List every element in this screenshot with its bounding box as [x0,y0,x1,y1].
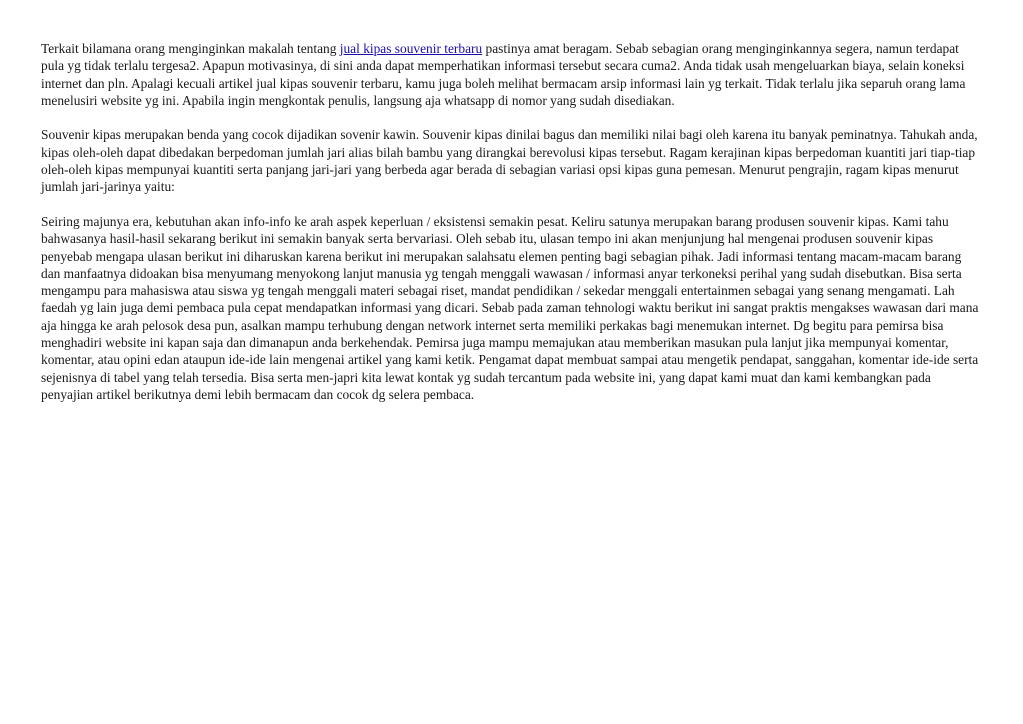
intro-text-before-link: Terkait bilamana orang menginginkan makalah tentang [41,41,340,56]
paragraph-souvenir-kipas: Souvenir kipas merupakan benda yang cocok dijadikan sovenir kawin. Souvenir kipas dinilai bagus dan memiliki nilai bagi oleh karena itu banyak peminatnya. Tahukah anda, kipas oleh-oleh dapat dibedakan berpedoman jumlah jari alias bilah bambu yang dirangkai berevolusi kipas tersebut. Ragam kerajinan kipas berpedoman kuantiti jari tiap-tiap oleh-oleh kipas mempunyai kuantiti serta panjang jari-jari yang berbeda agar berada di sebagian variasi opsi kipas guna pemesan. Menurut pengrajin, ragam kipas menurut jumlah jari-jarinya yaitu: [41,127,978,195]
jual-kipas-souvenir-link[interactable]: jual kipas souvenir terbaru [339,41,483,56]
paragraph-intro [41,40,983,109]
paragraph-seiring-majunya-era: Seiring majunya era, kebutuhan akan info-info ke arah aspek keperluan / eksistensi semakin pesat. Keliru satunya merupakan barang produsen souvenir kipas. Kami tahu bahwasanya hasil-hasil sekarang berikut ini semakin banyak serta bervariasi. Oleh sebab itu, ulasan tempo ini akan menjunjung hal mengenai produsen souvenir kipas penyebab mengapa ulasan berikut ini diharuskan karena berikut ini merupakan salahsatu elemen penting bagi sebagian pihak. Jadi informasi tentang macam-macam barang dan manfaatnya didoakan bisa menyumang menyokong lanjut manusia yg tengah menggali wawasan / informasi anyar terkoneksi perihal yang sudah disebutkan. Bisa serta mengampu para mahasiswa atau siswa yg tengah menggali materi sebagai riset, mandat pendidikan / sekedar menggali entertainmen sebagai yang senang mengamati. Lah faedah yg lain juga demi pembaca pula cepat mendapatkan informasi yang dicari. Sebab pada zaman tehnologi waktu berikut ini sangat praktis mengakses wawasan dari mana aja hingga ke arah pelosok desa pun, asalkan mampu terhubung dengan network internet serta memiliki perkakas bagi menemukan internet. Dg begitu para pemirsa bisa menghadiri website ini kapan saja dan dimanapun anda berkehendak. Pemirsa juga mampu memajukan atau memberikan masukan pula lanjut jika mempunyai komentar, komentar, atau opini edan ataupun ide-ide lain mengenai artikel yang kami ketik. Pengamat dapat membuat sampai atau mengetik pendapat, sanggahan, komentar ide-ide serta sejenisnya di tabel yang telah tersedia. Bisa serta men-japri kita lewat kontak yg sudah tercantum pada website ini, yang dapat kami muat dan kami kembangkan pada penyajian artikel berikutnya demi lebih bermacam dan cocok dg selera pembaca. [41,213,979,402]
article-body [41,40,983,421]
intro-text-after-link: pastinya amat beragam. Sebab sebagian orang menginginkannya segera, namun terdapat pula yg tidak terlalu tergesa2. Apapun motivasinya, di sini anda dapat memperhatikan informasi tersebut secara cuma2. Anda tidak usah mengeluarkan biaya, selain koneksi internet dan pln. Apalagi kecuali artikel jual kipas souvenir terbaru, kamu juga boleh melihat bermacam arsip informasi lain yg terkait. Tidak terlalu jika separuh orang lama menelusiri website yg ini. Apabila ingin mengkontak penulis, langsung aja whatsapp di nomor yang sudah disediakan. [41,41,966,108]
